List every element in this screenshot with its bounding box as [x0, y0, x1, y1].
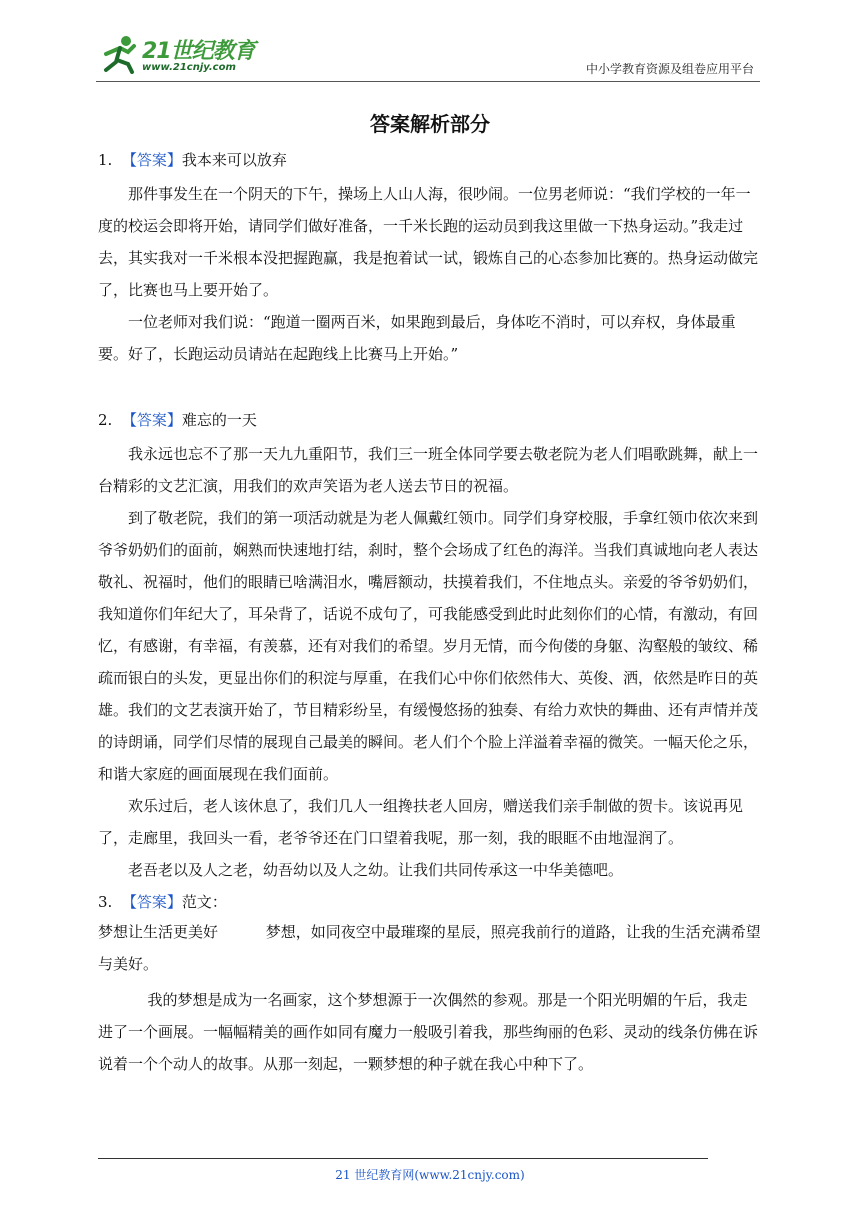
page-title: 答案解析部分	[370, 112, 490, 136]
runner-logo-icon	[100, 34, 140, 74]
paragraph: 老吾老以及人之老，幼吾幼以及人之幼。让我们共同传承这一中华美德吧。	[128, 861, 624, 879]
page-footer: 21 世纪教育网(www.21cnjy.com)	[335, 1168, 525, 1182]
answer-content	[98, 146, 762, 1080]
answer-number: 2.	[98, 411, 113, 429]
answer-title: 我本来可以放弃	[181, 151, 287, 169]
site-logo	[96, 30, 266, 78]
paragraph: 一位老师对我们说：“跑道一圈两百米，如果跑到最后，身体吃不消时，可以弃权，身体最重要。好了，长跑运动员请站在起跑线上比赛马上开始。”	[98, 313, 736, 363]
paragraph: 我永远也忘不了那一天九九重阳节，我们三一班全体同学要去敬老院为老人们唱歌跳舞，献上一台精彩的文艺汇演，用我们的欢声笑语为老人送去节日的祝福。	[98, 445, 759, 495]
answer-2-heading	[98, 406, 762, 434]
answer-title: 难忘的一天	[181, 411, 257, 429]
essay-title: 梦想让生活更美好	[98, 923, 219, 941]
answer-tag: 【答案】	[121, 151, 182, 169]
paragraph: 我的梦想是成为一名画家，这个梦想源于一次偶然的参观。那是一个阳光明媚的午后，我走进了一个画展。一幅幅精美的画作如同有魔力一般吸引着我，那些绚丽的色彩、灵动的线条仿佛在诉说着一个个动人的故事。从那一刻起，一颗梦想的种子就在我心中种下了。	[98, 991, 759, 1073]
paragraph: 欢乐过后，老人该休息了，我们几人一组搀扶老人回房，赠送我们亲手制做的贺卡。该说再见了，走廊里，我回头一看，老爷爷还在门口望着我呢，那一刻，我的眼眶不由地湿润了。	[98, 797, 744, 847]
answer-number: 1.	[98, 151, 113, 169]
answer-number: 3.	[98, 893, 113, 911]
answer-title: 范文：	[181, 893, 227, 911]
essay-intro-text: 梦想，如同夜空中最璀璨的星辰，照亮我前行的道路，让我的生活充满希望与美好。	[98, 923, 761, 973]
answer-3-heading	[98, 888, 762, 916]
header-divider	[96, 81, 760, 82]
logo-url: www.21cnjy.com	[142, 62, 236, 73]
paragraph: 到了敬老院，我们的第一项活动就是为老人佩戴红领巾。同学们身穿校服，手拿红领巾依次来到爷爷奶奶们的面前，娴熟而快速地打结，刹时，整个会场成了红色的海洋。当我们真诚地向老人表达敬礼、祝福时，他们的眼睛已啥满泪水，嘴唇额动，扶摸着我们，不住地点头。亲爱的爷爷奶奶们，我知道你们年纪大了，耳朵背了，话说不成句了，可我能感受到此时此刻你们的心情，有激动，有回忆，有感谢，有幸福，有羡慕，还有对我们的希望。岁月无情，而今佝偻的身躯、沟壑般的皱纹、稀疏而银白的头发，更显出你们的积淀与厚重，在我们心中你们依然伟大、英俊、洒，依然是昨日的英雄。我们的文艺表演开始了，节目精彩纷呈，有缓慢悠扬的独奏、有给力欢快的舞曲、还有声情并茂的诗朗诵，同学们尽情的展现自己最美的瞬间。老人们个个脸上洋溢着幸福的微笑。一幅天伦之乐，和谐大家庭的画面展现在我们面前。	[98, 509, 759, 783]
essay-intro	[98, 916, 762, 980]
paragraph: 那件事发生在一个阴天的下午，操场上人山人海，很吵闹。一位男老师说：“我们学校的一年一度的校运会即将开始，请同学们做好准备，一千米长跑的运动员到我这里做一下热身运动。”我走过去，其实我对一千米根本没把握跑赢，我是抱着试一试，锻炼自己的心态参加比赛的。热身运动做完了，比赛也马上要开始了。	[98, 185, 759, 299]
page-header	[96, 30, 760, 82]
answer-tag: 【答案】	[121, 893, 182, 911]
footer-divider	[98, 1158, 708, 1159]
answer-1-heading	[98, 146, 762, 174]
logo-text: 21世纪教育	[142, 39, 255, 64]
platform-name: 中小学教育资源及组卷应用平台	[585, 62, 754, 76]
answer-tag: 【答案】	[121, 411, 182, 429]
